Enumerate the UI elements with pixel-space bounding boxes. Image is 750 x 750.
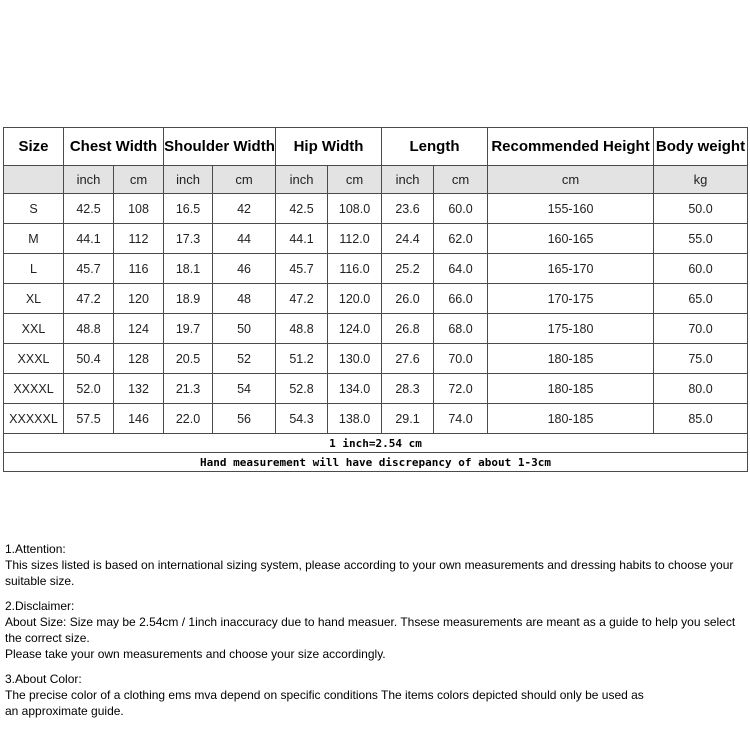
value-cell: 170-175 (488, 284, 654, 314)
notes-section (5, 541, 747, 728)
note-heading: 3.About Color: (5, 672, 82, 686)
note-disclaimer (5, 598, 747, 662)
value-cell: 48.8 (64, 314, 114, 344)
value-cell: 108.0 (328, 194, 382, 224)
note-text: About Size: Size may be 2.54cm / 1inch inaccuracy due to hand measuer. Thsese measurements are meant as a guide to help you select the correct size. (5, 615, 736, 645)
value-cell: 25.2 (382, 254, 434, 284)
value-cell: 26.0 (382, 284, 434, 314)
unit-header-shoulder-cm: cm (213, 166, 276, 194)
value-cell: 130.0 (328, 344, 382, 374)
value-cell: 108 (114, 194, 164, 224)
value-cell: 18.9 (164, 284, 213, 314)
value-cell: 20.5 (164, 344, 213, 374)
value-cell: 27.6 (382, 344, 434, 374)
note-text: This sizes listed is based on international sizing system, please according to your own measurements and dressing habits to choose your suitable size. (5, 558, 734, 588)
value-cell: 116.0 (328, 254, 382, 284)
size-cell: XXXXL (4, 374, 64, 404)
value-cell: 52 (213, 344, 276, 374)
value-cell: 48.8 (276, 314, 328, 344)
column-header-body-weight: Body weight (654, 128, 748, 166)
value-cell: 18.1 (164, 254, 213, 284)
measurement-note: Hand measurement will have discrepancy of about 1-3cm (4, 453, 748, 472)
value-cell: 124.0 (328, 314, 382, 344)
value-cell: 56 (213, 404, 276, 434)
table-row (4, 314, 748, 344)
value-cell: 70.0 (654, 314, 748, 344)
value-cell: 112.0 (328, 224, 382, 254)
unit-header-shoulder-inch: inch (164, 166, 213, 194)
value-cell: 45.7 (276, 254, 328, 284)
note-attention (5, 541, 747, 589)
column-header-recommended-height: Recommended Height (488, 128, 654, 166)
value-cell: 52.0 (64, 374, 114, 404)
unit-header-hip-inch: inch (276, 166, 328, 194)
value-cell: 51.2 (276, 344, 328, 374)
value-cell: 21.3 (164, 374, 213, 404)
value-cell: 60.0 (434, 194, 488, 224)
value-cell: 120.0 (328, 284, 382, 314)
unit-header-length-cm: cm (434, 166, 488, 194)
unit-header-hip-cm: cm (328, 166, 382, 194)
value-cell: 24.4 (382, 224, 434, 254)
value-cell: 65.0 (654, 284, 748, 314)
value-cell: 55.0 (654, 224, 748, 254)
column-header-length: Length (382, 128, 488, 166)
footnote-row (4, 453, 748, 472)
table-unit-row (4, 166, 748, 194)
value-cell: 155-160 (488, 194, 654, 224)
column-header-size: Size (4, 128, 64, 166)
value-cell: 68.0 (434, 314, 488, 344)
table-row (4, 374, 748, 404)
value-cell: 44 (213, 224, 276, 254)
value-cell: 45.7 (64, 254, 114, 284)
value-cell: 66.0 (434, 284, 488, 314)
value-cell: 62.0 (434, 224, 488, 254)
unit-header-chest-inch: inch (64, 166, 114, 194)
value-cell: 16.5 (164, 194, 213, 224)
value-cell: 50.0 (654, 194, 748, 224)
value-cell: 23.6 (382, 194, 434, 224)
value-cell: 124 (114, 314, 164, 344)
value-cell: 42 (213, 194, 276, 224)
value-cell: 74.0 (434, 404, 488, 434)
size-cell: M (4, 224, 64, 254)
value-cell: 138.0 (328, 404, 382, 434)
note-about-color (5, 671, 747, 719)
value-cell: 85.0 (654, 404, 748, 434)
value-cell: 128 (114, 344, 164, 374)
unit-header-height-cm: cm (488, 166, 654, 194)
table-row (4, 224, 748, 254)
unit-header-chest-cm: cm (114, 166, 164, 194)
table-header-row (4, 128, 748, 166)
size-cell: XL (4, 284, 64, 314)
value-cell: 17.3 (164, 224, 213, 254)
table-row (4, 254, 748, 284)
value-cell: 70.0 (434, 344, 488, 374)
conversion-note: 1 inch=2.54 cm (4, 434, 748, 453)
column-header-chest-width: Chest Width (64, 128, 164, 166)
footnote-row (4, 434, 748, 453)
value-cell: 146 (114, 404, 164, 434)
value-cell: 46 (213, 254, 276, 284)
value-cell: 26.8 (382, 314, 434, 344)
column-header-shoulder-width: Shoulder Width (164, 128, 276, 166)
value-cell: 50.4 (64, 344, 114, 374)
value-cell: 64.0 (434, 254, 488, 284)
size-chart-table (3, 127, 748, 472)
size-cell: XXXXXL (4, 404, 64, 434)
note-text: Please take your own measurements and choose your size accordingly. (5, 647, 386, 661)
unit-header-empty (4, 166, 64, 194)
size-cell: L (4, 254, 64, 284)
table-row (4, 404, 748, 434)
value-cell: 42.5 (276, 194, 328, 224)
value-cell: 134.0 (328, 374, 382, 404)
note-text: an approximate guide. (5, 704, 124, 718)
value-cell: 180-185 (488, 404, 654, 434)
value-cell: 19.7 (164, 314, 213, 344)
value-cell: 54 (213, 374, 276, 404)
value-cell: 75.0 (654, 344, 748, 374)
table-row (4, 344, 748, 374)
value-cell: 180-185 (488, 374, 654, 404)
value-cell: 28.3 (382, 374, 434, 404)
value-cell: 48 (213, 284, 276, 314)
value-cell: 80.0 (654, 374, 748, 404)
value-cell: 44.1 (64, 224, 114, 254)
note-heading: 1.Attention: (5, 542, 66, 556)
value-cell: 165-170 (488, 254, 654, 284)
value-cell: 160-165 (488, 224, 654, 254)
unit-header-weight-kg: kg (654, 166, 748, 194)
value-cell: 132 (114, 374, 164, 404)
value-cell: 60.0 (654, 254, 748, 284)
note-text: The precise color of a clothing ems mva depend on specific conditions The items colors depicted should only be used as (5, 688, 644, 702)
value-cell: 175-180 (488, 314, 654, 344)
value-cell: 22.0 (164, 404, 213, 434)
value-cell: 180-185 (488, 344, 654, 374)
value-cell: 29.1 (382, 404, 434, 434)
value-cell: 54.3 (276, 404, 328, 434)
value-cell: 120 (114, 284, 164, 314)
size-cell: XXXL (4, 344, 64, 374)
value-cell: 112 (114, 224, 164, 254)
note-heading: 2.Disclaimer: (5, 599, 75, 613)
value-cell: 42.5 (64, 194, 114, 224)
value-cell: 72.0 (434, 374, 488, 404)
value-cell: 47.2 (64, 284, 114, 314)
size-cell: S (4, 194, 64, 224)
value-cell: 57.5 (64, 404, 114, 434)
value-cell: 47.2 (276, 284, 328, 314)
value-cell: 52.8 (276, 374, 328, 404)
unit-header-length-inch: inch (382, 166, 434, 194)
table-row (4, 284, 748, 314)
value-cell: 116 (114, 254, 164, 284)
value-cell: 44.1 (276, 224, 328, 254)
table-row (4, 194, 748, 224)
size-cell: XXL (4, 314, 64, 344)
column-header-hip-width: Hip Width (276, 128, 382, 166)
value-cell: 50 (213, 314, 276, 344)
